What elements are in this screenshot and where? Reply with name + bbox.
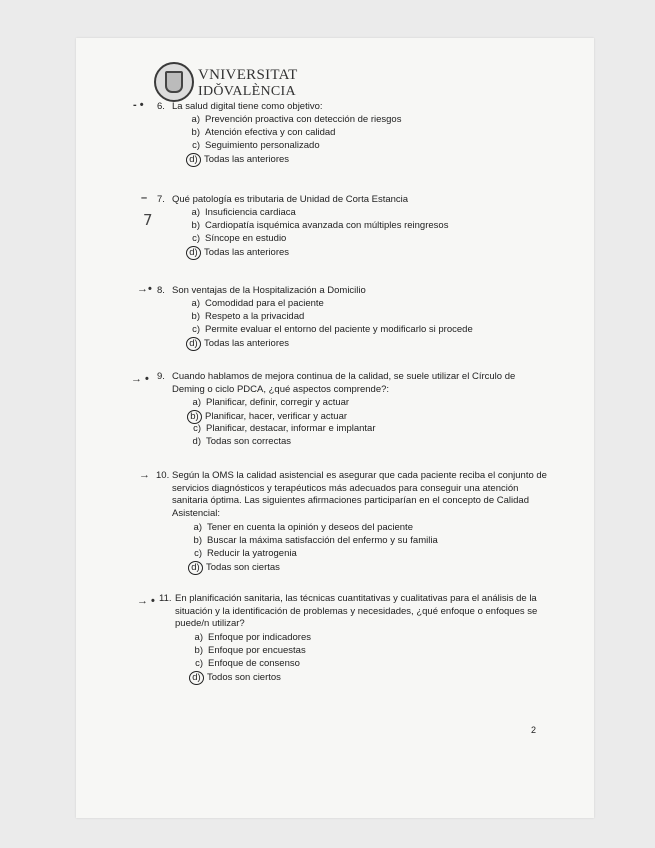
option-a: a) Planificar, definir, corregir y actuar <box>192 397 350 408</box>
arrow-mark-icon: → • <box>137 595 155 607</box>
question-number: 8. <box>157 285 165 296</box>
option-a: a) Comodidad para el paciente <box>191 298 324 309</box>
arrow-mark-icon: → • <box>131 373 149 385</box>
option-d-circled: d) Todas las anteriores <box>185 337 289 351</box>
option-c: c) Planificar, destacar, informar e implantar <box>193 423 376 434</box>
arrow-mark-icon: →• <box>137 283 152 295</box>
handwritten-note: 7 <box>143 211 153 229</box>
option-c: c) Seguimiento personalizado <box>192 140 320 151</box>
option-b-circled: b) Planificar, hacer, verificar y actuar <box>186 410 347 424</box>
option-c: c) Enfoque de consenso <box>195 658 300 669</box>
question-number: 7. <box>157 194 165 205</box>
question-text: Según la OMS la calidad asistencial es asegurar que cada paciente reciba el conjunto de servicios diagnósticos y terapéuticos más adecuados para conseguir una atención sanitaria óptima. Las siguientes afirmaciones participarían en el concepto de Calidad Asistencial: <box>172 470 547 519</box>
option-b: b) Enfoque por encuestas <box>194 645 306 656</box>
option-b: b) Respeto a la privacidad <box>191 311 305 322</box>
option-a: a) Insuficiencia cardiaca <box>191 207 296 218</box>
question-number: 11. <box>159 593 172 604</box>
question-number: 6. <box>157 101 165 112</box>
option-d-circled: d) Todas las anteriores <box>185 153 289 167</box>
option-c: c) Permite evaluar el entorno del paciente y modificarlo si procede <box>192 324 473 335</box>
dash-dot-mark-icon: - • <box>133 99 144 111</box>
question-text: Son ventajas de la Hospitalización a Domicilio <box>172 285 366 296</box>
logo-text-line2: IDǑVALÈNCIA <box>198 84 296 99</box>
university-logo <box>154 62 304 106</box>
option-a: a) Prevención proactiva con detección de riesgos <box>191 114 402 125</box>
question-text: Qué patología es tributaria de Unidad de Corta Estancia <box>172 194 409 205</box>
question-number: 10. <box>156 470 170 481</box>
option-b: b) Cardiopatía isquémica avanzada con múltiples reingresos <box>191 220 449 231</box>
question-text: En planificación sanitaria, las técnicas cuantitativas y cualitativas para el análisis de la situación y la identificación de problemas y necesidades, ¿qué enfoque o enfoques se puede/n utilizar? <box>175 593 538 629</box>
option-d-circled: d) Todas son ciertas <box>187 561 280 575</box>
option-a: a) Enfoque por indicadores <box>194 632 311 643</box>
arrow-mark-icon: → <box>139 469 150 481</box>
page-number: 2 <box>531 725 537 735</box>
question-number: 9. <box>157 371 165 382</box>
option-d-circled: d) Todas las anteriores <box>185 246 289 260</box>
option-b: b) Buscar la máxima satisfacción del enfermo y su familia <box>193 535 438 546</box>
question-text: La salud digital tiene como objetivo: <box>172 101 323 112</box>
option-d: d) Todas son correctas <box>192 436 292 447</box>
option-c: c) Reducir la yatrogenia <box>194 548 297 559</box>
university-seal-icon <box>154 62 194 102</box>
option-b: b) Atención efectiva y con calidad <box>191 127 336 138</box>
option-c: c) Síncope en estudio <box>192 233 287 244</box>
logo-text-line1: VNIVERSITAT <box>198 67 298 83</box>
option-d-circled: d) Todos son ciertos <box>188 671 281 685</box>
question-text: Cuando hablamos de mejora continua de la calidad, se suele utilizar el Círculo de Deming o ciclo PDCA, ¿qué aspectos comprende?: <box>172 371 516 395</box>
option-a: a) Tener en cuenta la opinión y deseos del paciente <box>193 522 413 533</box>
dash-mark-icon: – <box>141 192 148 204</box>
